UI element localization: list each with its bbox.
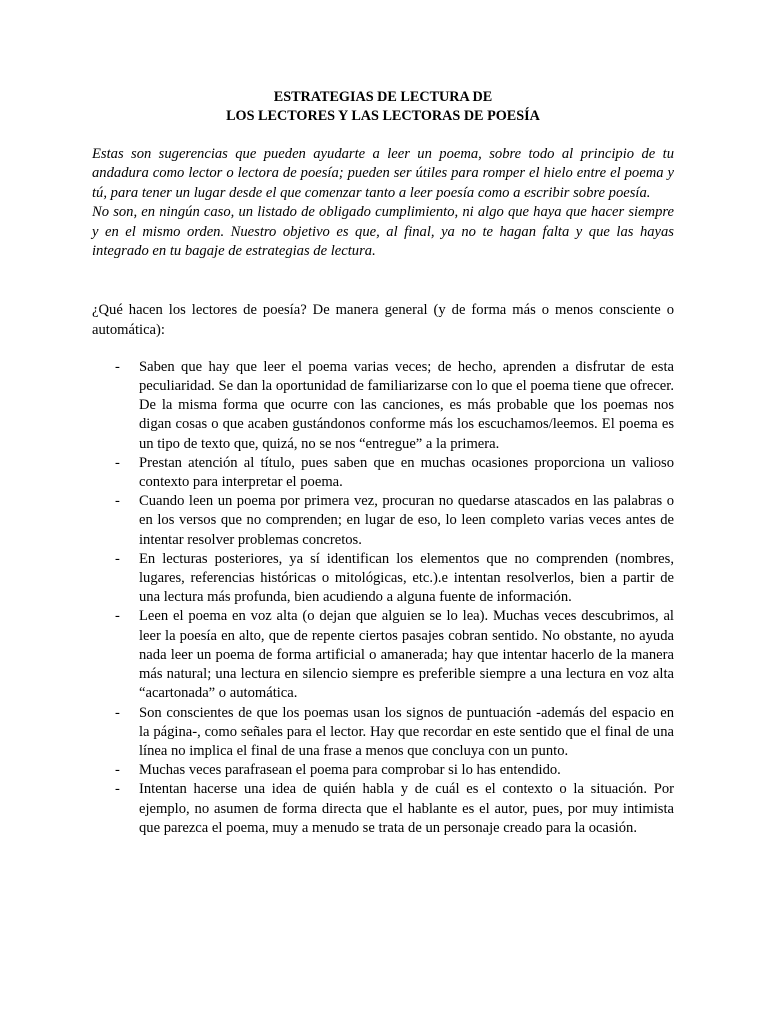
list-item-text: Cuando leen un poema por primera vez, procuran no quedarse atascados en las palabras o en los versos que no comprenden; en lugar de eso, lo leen completo varias veces antes de intentar resolver problemas concretos. — [139, 493, 674, 548]
list-item-text: Prestan atención al título, pues saben que en muchas ocasiones proporciona un valioso contexto para interpretar el poema. — [139, 454, 674, 491]
list-item — [92, 704, 674, 762]
list-item — [92, 550, 674, 608]
list-item — [92, 454, 674, 492]
list-item-text: Saben que hay que leer el poema varias veces; de hecho, aprenden a disfrutar de esta peculiaridad. Se dan la oportunidad de familiarizarse con lo que el poema tiene que ofrecer. De la misma forma que ocurre con las canciones, es más probable que los poemas nos digan cosas o que acaben gustándonos conforme más los escuchamos/leemos. El poema es un tipo de texto que, quizá, no se nos “entregue” a la primera. — [139, 358, 674, 452]
bullet-dash: - — [115, 358, 120, 375]
bullet-dash: - — [115, 762, 120, 779]
intro-paragraph: No son, en ningún caso, un listado de obligado cumplimiento, ni algo que haya que hacer siempre y en el mismo orden. Nuestro objetivo es que, al final, ya no te hagan falta y que las hayas integrado en tu bagaje de estrategias de lectura. — [92, 204, 674, 260]
list-item-text: En lecturas posteriores, ya sí identifican los elementos que no comprenden (nombres, lugares, referencias históricas o mitológicas, etc.).e intentan resolverlos, bien a partir de una lectura más profunda, bien acudiendo a alguna fuente de información. — [139, 550, 674, 606]
title-line-2: LOS LECTORES Y LAS LECTORAS DE POESÍA — [226, 108, 540, 124]
list-item — [92, 780, 674, 838]
document-page — [92, 88, 674, 838]
document-title — [92, 88, 674, 126]
question-paragraph: ¿Qué hacen los lectores de poesía? De manera general (y de forma más o menos consciente o automática): — [92, 302, 674, 338]
title-line-1: ESTRATEGIAS DE LECTURA DE — [273, 89, 493, 105]
list-item-text: Leen el poema en voz alta (o dejan que alguien se lo lea). Muchas veces descubrimos, al leer la poesía en alto, que de repente ciertos pasajes cobran sentido. No obstante, no ayuda nada leer un poema de forma artificial o amanerada; hay que intentar hacerlo de la manera más natural; una lectura en silencio siempre es preferible siempre a una lectura en voz alta “acartonada” o automática. — [139, 608, 674, 702]
strategies-list — [92, 358, 674, 838]
bullet-dash: - — [115, 608, 120, 625]
bullet-dash: - — [115, 704, 120, 721]
bullet-dash: - — [115, 493, 120, 510]
intro-paragraph: Estas son sugerencias que pueden ayudarte a leer un poema, sobre todo al principio de tu andadura como lector o lectora de poesía; pueden ser útiles para romper el hielo entre el poema y tú, para tener un lugar desde el que comenzar tanto a leer poesía como a escribir sobre poesía. — [92, 146, 674, 201]
bullet-dash: - — [115, 550, 120, 567]
list-item — [92, 761, 674, 780]
bullet-dash: - — [115, 781, 120, 798]
list-item — [92, 492, 674, 550]
list-item — [92, 358, 674, 454]
bullet-dash: - — [115, 454, 120, 471]
list-item-text: Muchas veces parafrasean el poema para comprobar si lo has entendido. — [139, 762, 561, 779]
list-item-text: Son conscientes de que los poemas usan los signos de puntuación -además del espacio en la página-, como señales para el lector. Hay que recordar en este sentido que el final de una línea no implica el final de una frase a menos que concluya con un punto. — [139, 704, 674, 759]
list-item-text: Intentan hacerse una idea de quién habla y de cuál es el contexto o la situación. Por ejemplo, no asumen de forma directa que el hablante es el autor, pues, por muy intimista que parezca el poema, muy a menudo se trata de un personaje creado para la ocasión. — [139, 781, 674, 836]
intro-section — [92, 145, 674, 261]
list-item — [92, 607, 674, 703]
